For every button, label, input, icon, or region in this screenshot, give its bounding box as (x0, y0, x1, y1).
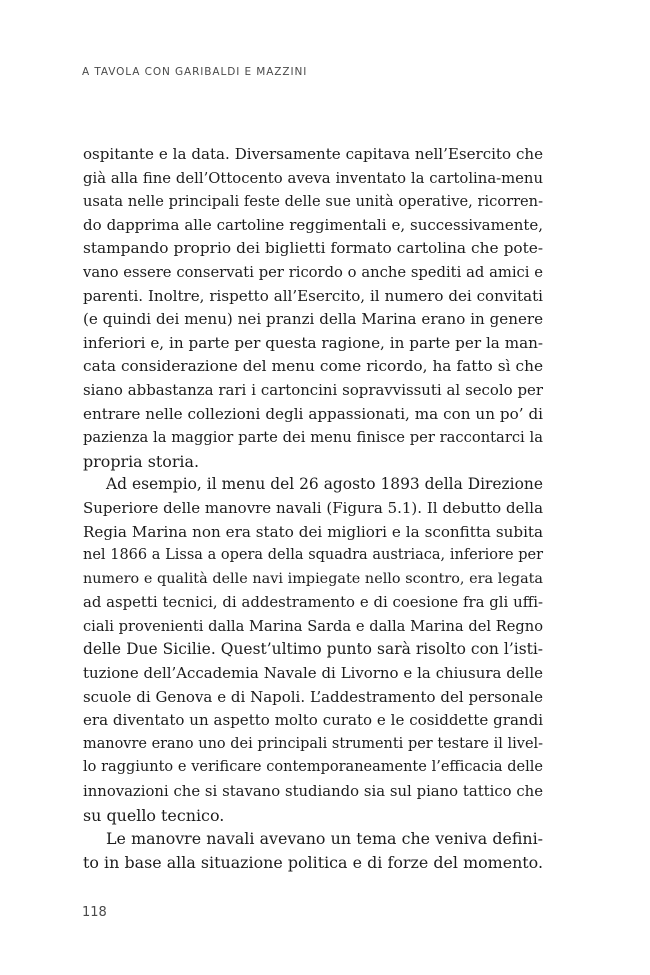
text-line: pazienza la maggior parte dei menu finisce per raccontarci la (83, 429, 543, 447)
text-line: delle Due Sicilie. Quest’ultimo punto sarà risolto con l’isti- (83, 640, 543, 659)
paragraph (83, 827, 543, 874)
body-text (83, 143, 543, 874)
text-line: scuole di Genova e di Napoli. L’addestramento del personale (83, 687, 543, 706)
text-line: manovre erano uno dei principali strumenti per testare il livel- (83, 735, 543, 752)
text-line: parenti. Inoltre, rispetto all’Esercito, il numero dei convitati (83, 286, 543, 305)
text-line: tuzione dell’Accademia Navale di Livorno e la chiusura delle (83, 664, 543, 683)
paragraph (83, 143, 543, 473)
text-line: do dapprima alle cartoline reggimentali e, successivamente, (83, 215, 543, 234)
text-line: lo raggiunto e verificare contemporaneamente l’efficacia delle (83, 759, 543, 776)
text-line: Ad esempio, il menu del 26 agosto 1893 della Direzione (106, 475, 543, 494)
text-line: siano abbastanza rari i cartoncini sopravvissuti al secolo per (83, 380, 543, 399)
text-line: Le manovre navali avevano un tema che veniva defini- (106, 829, 543, 849)
text-line: propria storia. (83, 451, 200, 471)
text-line: to in base alla situazione politica e di forze del momento. (83, 852, 543, 872)
text-line: ciali provenienti dalla Marina Sarda e dalla Marina del Regno (83, 617, 543, 635)
text-line: numero e qualità delle navi impiegate nello scontro, era legata (83, 570, 543, 587)
text-line: entrare nelle collezioni degli appassionati, ma con un po’ di (83, 404, 543, 423)
text-line: inferiori e, in parte per questa ragione, in parte per la man- (83, 333, 543, 352)
text-line: vano essere conservati per ricordo o anche spediti ad amici e (83, 263, 543, 281)
text-line: usata nelle principali feste delle sue unità operative, ricorren- (83, 193, 543, 211)
text-line: ospitante e la data. Diversamente capitava nell’Esercito che (83, 145, 543, 163)
text-line: cata considerazione del menu come ricordo, ha fatto sì che (83, 357, 543, 376)
text-line: (e quindi dei menu) nei pranzi della Marina erano in genere (83, 310, 543, 329)
text-line: su quello tecnico. (83, 805, 225, 825)
text-line: nel 1866 a Lissa a opera della squadra austriaca, inferiore per (83, 547, 543, 564)
text-line: Superiore delle manovre navali (Figura 5.1). Il debutto della (83, 498, 543, 517)
page-number: 118 (82, 905, 107, 920)
text-line: stampando proprio dei biglietti formato cartolina che pote- (83, 239, 543, 258)
paragraph (83, 473, 543, 827)
text-line: era diventato un aspetto molto curato e le cosiddette grandi (83, 711, 543, 730)
text-line: Regia Marina non era stato dei migliori e la sconfitta subita (83, 522, 543, 541)
text-line: già alla fine dell’Ottocento aveva inventato la cartolina-menu (83, 169, 543, 187)
running-head: A TAVOLA CON GARIBALDI E MAZZINI (82, 66, 308, 78)
text-line: ad aspetti tecnici, di addestramento e di coesione fra gli uffi- (83, 593, 543, 612)
text-line: innovazioni che si stavano studiando sia sul piano tattico che (83, 783, 543, 801)
